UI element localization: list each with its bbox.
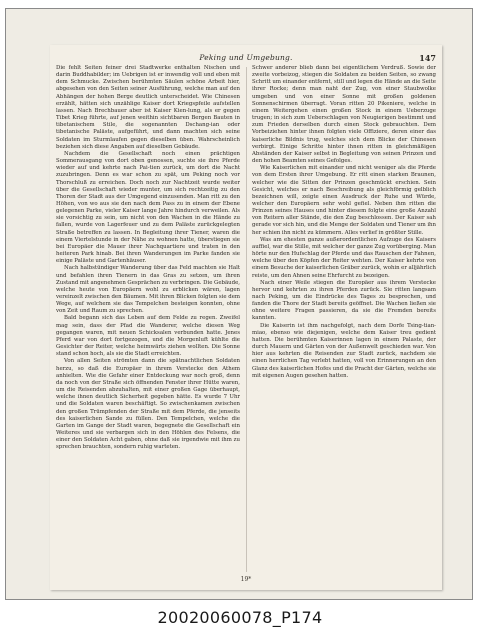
- book-page: [50, 45, 442, 590]
- paragraph: Was am ehesten ganze außerordentlichen Aufzuge des Kaisers auffiel, war die Stille, mit welcher der ganze Zug vorüberging. Man hörte nur den Hufschlag der Pferde und das Rauschen der Fahnen, welche über den Köpfen der Reiter wehten. Der Kaiser kehrte von einem Besuche der kaiserlichen Gräber zurück, wohin er alljährlich reiste, um den Ahnen seine Ehrfurcht zu bezeigen.: [252, 236, 436, 279]
- page-number: 147: [419, 53, 436, 63]
- paragraph: Bald begann sich das Leben auf dem Felde zu regen. Zweifel mag sein, dass der Pfad die Wanderer, welche diesen Weg gegangen waren, mit neuen Schicksalen verbunden hatte. Jenes Pferd war von dort fortgezogen, und die Morgenluft kühlte die Gesichter der Reiter, welche heimwärts ziehen wollten. Die Sonne stand schon hoch, als sie die Stadt erreichten.: [56, 315, 240, 358]
- paragraph: Von allen Seiten strömten dann die spätnachtlichen Soldaten herzu, so daß die Europäer in ihrem Verstecke den Athem anhielten. Wie die Gefahr einer Entdeckung war noch groß, denn da noch von der Straße sich öffnenden Fenster ihrer Hütte waren, um die Reisenden abzuhalten, mit einer großen Gage überhaupt, welche ihnen deutlich Sicherheit gegeben hätte. Es wurde 7 Uhr und die Soldaten waren beschäftigt. So zwischenkamen zwischen den großen Trümpfenden der Straße mit dem Pferde, die jenseits des kaiserlichen Sande zu füllen. Den Tempelchen, welche die Garten im Gange der Stadt waren, begegnete die Gesellschaft ein Weiteres und sie verbargen sich in den Höhlen des Felsens, die einer den Soldaten Acht gaben, ohne daß sie irgendwie mit ihm zu sprechen brauchten, sondern ruhig warteten.: [56, 358, 240, 451]
- paragraph: Nach halbstündiger Wanderung über das Feld machten sie Halt und befahlen ihren Tienern in das Gras zu setzen, um ihren Zustand mit angenehmen Gesprächen zu verbringen. Die Gebäude, welche heute von Europäern wohl zu erblicken wären, lagen vereinzelt zwischen den Bäumen. Mit ihren Blicken folgten sie dem Wege, auf welchem sie das Tempelchen besteigen konnten, ohne von Zeit und Raum zu sprechen.: [56, 265, 240, 315]
- running-title: Peking und Umgebung.: [199, 53, 293, 62]
- document-identifier: 20020060078_P174: [157, 608, 323, 627]
- paragraph: Wie Kaiserlichen mit einander und nicht weniger als die Pferde von dem Ersten ihrer Umgebung. Er ritt einen starken Braunen, welcher wie die Sitten der Prinzen geschmückt erschien. Sein Gesicht, welches er nach Beschreibung als gleichförmig gelblich bezeichnen will, zeigte einen Ausdruck der Ruhe und Würde, welcher den Europäern sehr wohl gefiel. Neben ihm ritten die Prinzen seines Hauses und hinter diesem folgte eine große Anzahl von Reitern aller Stände, die den Zug beschlossen. Der Kaiser sah gerade vor sich hin, und die Menge der Soldaten und Tiener um ihn her schien ihn nicht zu kümmern. Alles verlief in größter Stille.: [252, 165, 436, 236]
- paragraph: Die fehlt Seiten feiner drei Stadtwerke enthalten Nischen und darin Buddhabilder; im Uebrigen ist er inwendig voll und eben mit dem Schmucke. Zwischen berühmten Säulen schöne Arbeit hier, abgesehen von den Seiten seiner Ausführung, welche man auf den Abhängen der hohen Berge deutlich unterscheidet. Wie Chinesen erzählt, hätten sich unzählige Kaiser dort Kriegspfeile aufstellen lassen. Nach Brechbauer aber ist Kaiser Kien-lung, als er gegen Tibet Krieg führte, auf jenen weithin sichtbaren Bergen Bauten in tibetanischem Stile, die sogenannten Dschang-ian oder tibetanische Paläste, aufgeführt, und dann machten sich seine Soldaten im Sturmlaufen gegen dieselben üben. Wahrscheinlich beziehen sich diese Angaben auf dieselben Gebäude.: [56, 65, 240, 150]
- paragraph: Schwer anderer blieb dann bei eigentlichem Verdruß. Sowie der zweite vorbeizog, stiegen die Soldaten zu beiden Seiten, so zwang Schritt um einander entfernt, still und legen die Hände an die Seite ihrer Rocke; denn man naht der Zug, von einer Staubwolke umgeben und von einer Sonne mit großen goldenen Sonnenschirmen überragt. Voran ritten 20 Pikeniere, welche in einem Weitergehen einen großen Stock in einem Ueberzuge trugen; in sich zum Ueberschlagen von Neugierigen bestimmt und zum Frieden derselben durch einen Stock gebrauchten. Dem Vorbeiziehen hinter ihnen folgten viele Offiziere, deren einer das kaiserliche Bildnis trug, welches sich dem Blicke der Chinesen verbirgt. Einige Schritte hinter ihnen ritten in gleichmäßigen Abständen der Kaiser selbst in Begleitung von seinen Prinzen und den hohen Beamten seines Gefolges.: [252, 65, 436, 165]
- paragraph: Nachdem die Gesellschaft noch einen prächtigen Sommerausgang von dort oben genossen, suchte sie ihre Pferde wieder auf und kehrte nach Pai-tien zurück, um dort die Nacht zuzubringen. Denn es war schon zu spät, um Peking noch vor Thorschluß zu erreichen. Doch noch zur Nachtzeit wurde weiter über die Gesellschaft wieder munter, um sich rechtzeitig zu den Thoren der Stadt aus der Umgegend einzusenden. Man ritt zu den Höhen, von wo aus sie den nach dem Pass zu in einem der Ebene gelegenen Parke, vieler Kaiser lange Jahre hindurch verweilen. Als sie vorsichtig zu sein, um nicht von den Wachen in die Hände zu fallen, wurde von Lagerfeuer und zu dem Paläste zurückgelegten Straße betreffen zu lassen. In Begleitung ihrer Tiener, waren die einem Viertelstunde in der Nähe zu wohnen hatte, überstiegen sie bei Europäer die Mauer ihrer Nachquartiere und traten in den heiteren Park hinab. Bei ihren Wanderungen im Parke fanden sie einige Paläste und Gartenhäuser.: [56, 150, 240, 265]
- running-head: [50, 53, 442, 65]
- text-column-left: [56, 65, 240, 575]
- column-divider: [246, 67, 247, 572]
- scan-frame: [5, 8, 473, 600]
- paragraph: Die Kaiserin ist ihm nachgefolgt, nach dem Dorfe Tsing-tian-miao, ebenso wie diejenigen, welche dem Kaiser treu gedient hatten. Die berühmten Kaiserinnen lagen in einem Palaste, der durch Mauern und Gärten von der Außenwelt geschieden war. Von hier aus kehrten die Reisenden zur Stadt zurück, nachdem sie einen herrlichen Tag verlebt hatten, voll von Erinnerungen an den Glanz des kaiserlichen Hofes und die Pracht der Gärten, welche sie mit eigenen Augen gesehen hatten.: [252, 322, 436, 379]
- paragraph: Nach einer Weile stiegen die Europäer aus ihrem Verstecke hervor und kehrten zu ihren Pferden zurück. Sie ritten langsam nach Peking, um die Eindrücke des Tages zu besprechen, und fanden die Thore der Stadt bereits geöffnet. Die Wachen ließen sie ohne weitere Fragen passieren, da sie die Fremden bereits kannten.: [252, 279, 436, 322]
- text-column-right: [252, 65, 436, 575]
- signature-mark: 19*: [240, 576, 252, 583]
